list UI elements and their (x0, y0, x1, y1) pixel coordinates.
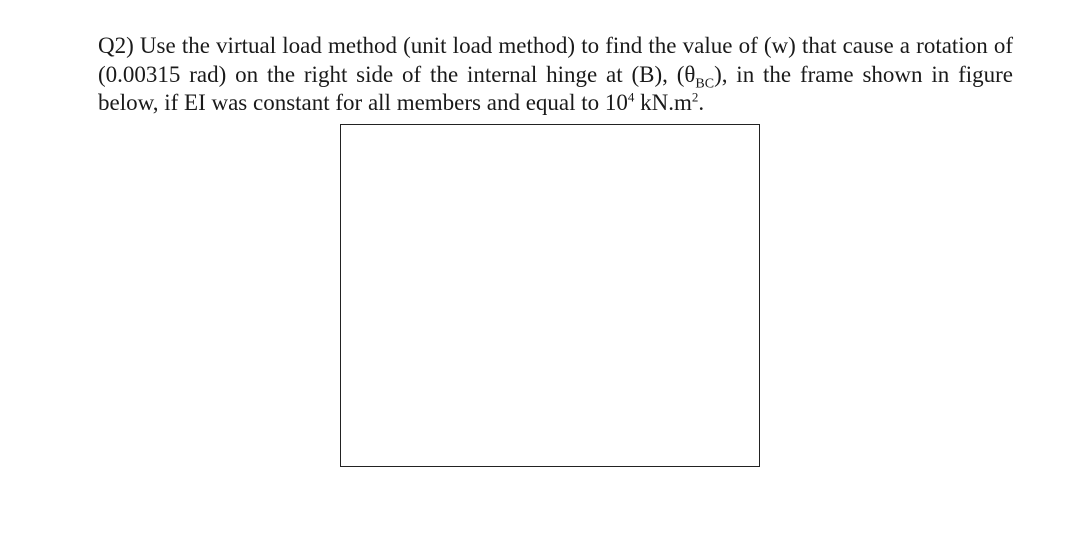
figure-frame (340, 124, 760, 467)
question-part-2: ), in the frame shown in figure below, if EI was constant for all members and equal to 10 (98, 61, 1013, 115)
question-part-1: Q2) Use the virtual load method (unit load method) to find the value of (w) that cause a rotation of (0.00315 rad) on the right side of the internal hinge at (B), (θ (98, 33, 1013, 87)
unit-exponent: 2 (691, 89, 699, 105)
question-part-4: . (698, 90, 705, 115)
question-part-3: kN.m (634, 90, 692, 115)
ei-exponent: 4 (627, 89, 635, 105)
theta-subscript: BC (695, 76, 715, 92)
